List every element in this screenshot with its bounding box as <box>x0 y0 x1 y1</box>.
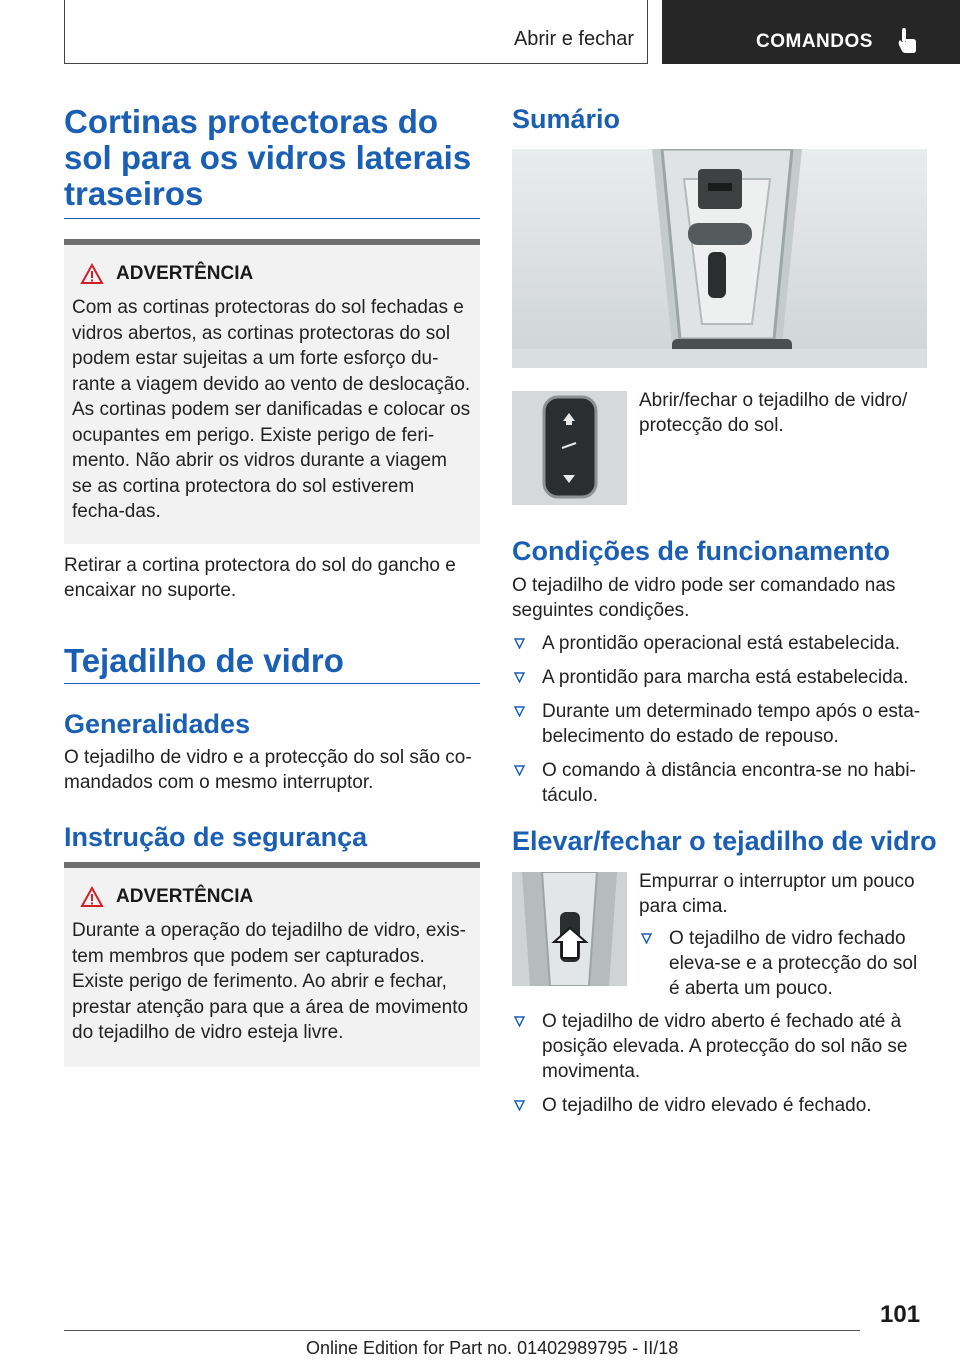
warning-text: Com as cortinas protectoras do sol fechadas e vidros abertos, as cortinas protectoras do sol podem estar sujeitas a um forte esforço du-rante a viagem devido ao vento de deslocação. As cortinas podem ser danificadas e colocar os ocupantes em perigo. Existe perigo de feri-mento. Não abrir os vidros durante a viagem se as cortina protectora do sol estiverem fecha-das. <box>72 297 471 522</box>
warning-label: ADVERTÊNCIA <box>116 886 254 907</box>
subheading-conditions: Condições de funcionamento <box>512 536 891 566</box>
bullet-triangle-icon <box>641 933 652 944</box>
push-switch-photo <box>512 872 627 986</box>
paragraph-remove-blind: Retirar a cortina protectora do sol do gancho e encaixar no suporte. <box>64 555 456 601</box>
bullet-triangle-icon <box>514 638 525 649</box>
overhead-console-photo <box>512 149 927 368</box>
warning-triangle-icon <box>80 886 104 908</box>
header-section-title: Abrir e fechar <box>513 28 634 50</box>
list-item: O tejadilho de vidro fechado eleva-se e a protecção do sol é aberta um pouco. <box>639 926 924 1001</box>
warning-heading <box>80 263 472 285</box>
push-result-list <box>639 926 924 1010</box>
header-chapter-label: COMANDOS <box>756 31 873 52</box>
list-item: O tejadilho de vidro aberto é fechado até à posição elevada. A protecção do sol não se movimenta. <box>512 1009 927 1084</box>
close-result-list <box>512 1009 927 1127</box>
bullet-triangle-icon <box>514 765 525 776</box>
bullet-triangle-icon <box>514 1016 525 1027</box>
list-item: O comando à distância encontra-se no habi-táculo. <box>512 758 927 808</box>
bullet-triangle-icon <box>514 706 525 717</box>
warning-box-glass-roof <box>64 862 480 1067</box>
paragraph-push-switch: Empurrar o interruptor um pouco para cima. <box>639 871 915 917</box>
warning-box-sunblinds <box>64 239 480 544</box>
pointing-hand-icon <box>896 28 918 54</box>
warning-triangle-icon <box>80 263 104 285</box>
footer-edition: Online Edition for Part no. 01402989795 - II/18 <box>306 1338 679 1358</box>
header-chapter-tab <box>662 0 960 64</box>
warning-text: Durante a operação do tejadilho de vidro, exis-tem membros que podem ser capturados. Existe perigo de ferimento. Ao abrir e fechar, prestar atenção para que a área de movimento do tejadilho de vidro esteja livre. <box>72 920 469 1043</box>
list-item: Durante um determinado tempo após o esta-belecimento do estado de repouso. <box>512 699 927 749</box>
footer-rule <box>64 1330 860 1331</box>
paragraph-conditions: O tejadilho de vidro pode ser comandado nas seguintes condições. <box>512 575 896 621</box>
subheading-overview: Sumário <box>512 104 621 134</box>
subheading-raise-close: Elevar/fechar o tejadilho de vidro <box>512 826 937 856</box>
warning-heading <box>80 886 472 908</box>
list-item: O tejadilho de vidro elevado é fechado. <box>512 1093 927 1118</box>
title-rule <box>64 218 480 219</box>
subheading-safety: Instrução de segurança <box>64 822 368 852</box>
paragraph-general: O tejadilho de vidro e a protecção do sol são co-mandados com o mesmo interruptor. <box>64 747 472 793</box>
page-number: 101 <box>880 1301 921 1328</box>
conditions-list <box>512 631 927 817</box>
section-title-sunblinds: Cortinas protectoras do sol para os vidros laterais traseiros <box>64 103 472 212</box>
section-title-glass-roof: Tejadilho de vidro <box>64 642 344 679</box>
list-item: A prontidão operacional está estabelecida. <box>512 631 927 656</box>
bullet-triangle-icon <box>514 672 525 683</box>
warning-label: ADVERTÊNCIA <box>116 263 254 284</box>
title-rule <box>64 683 480 684</box>
bullet-triangle-icon <box>514 1100 525 1111</box>
roof-switch-photo <box>512 391 627 505</box>
subheading-general: Generalidades <box>64 709 251 739</box>
caption-switch: Abrir/fechar o tejadilho de vidro/ protecção do sol. <box>639 390 908 436</box>
list-item: A prontidão para marcha está estabelecida. <box>512 665 927 690</box>
